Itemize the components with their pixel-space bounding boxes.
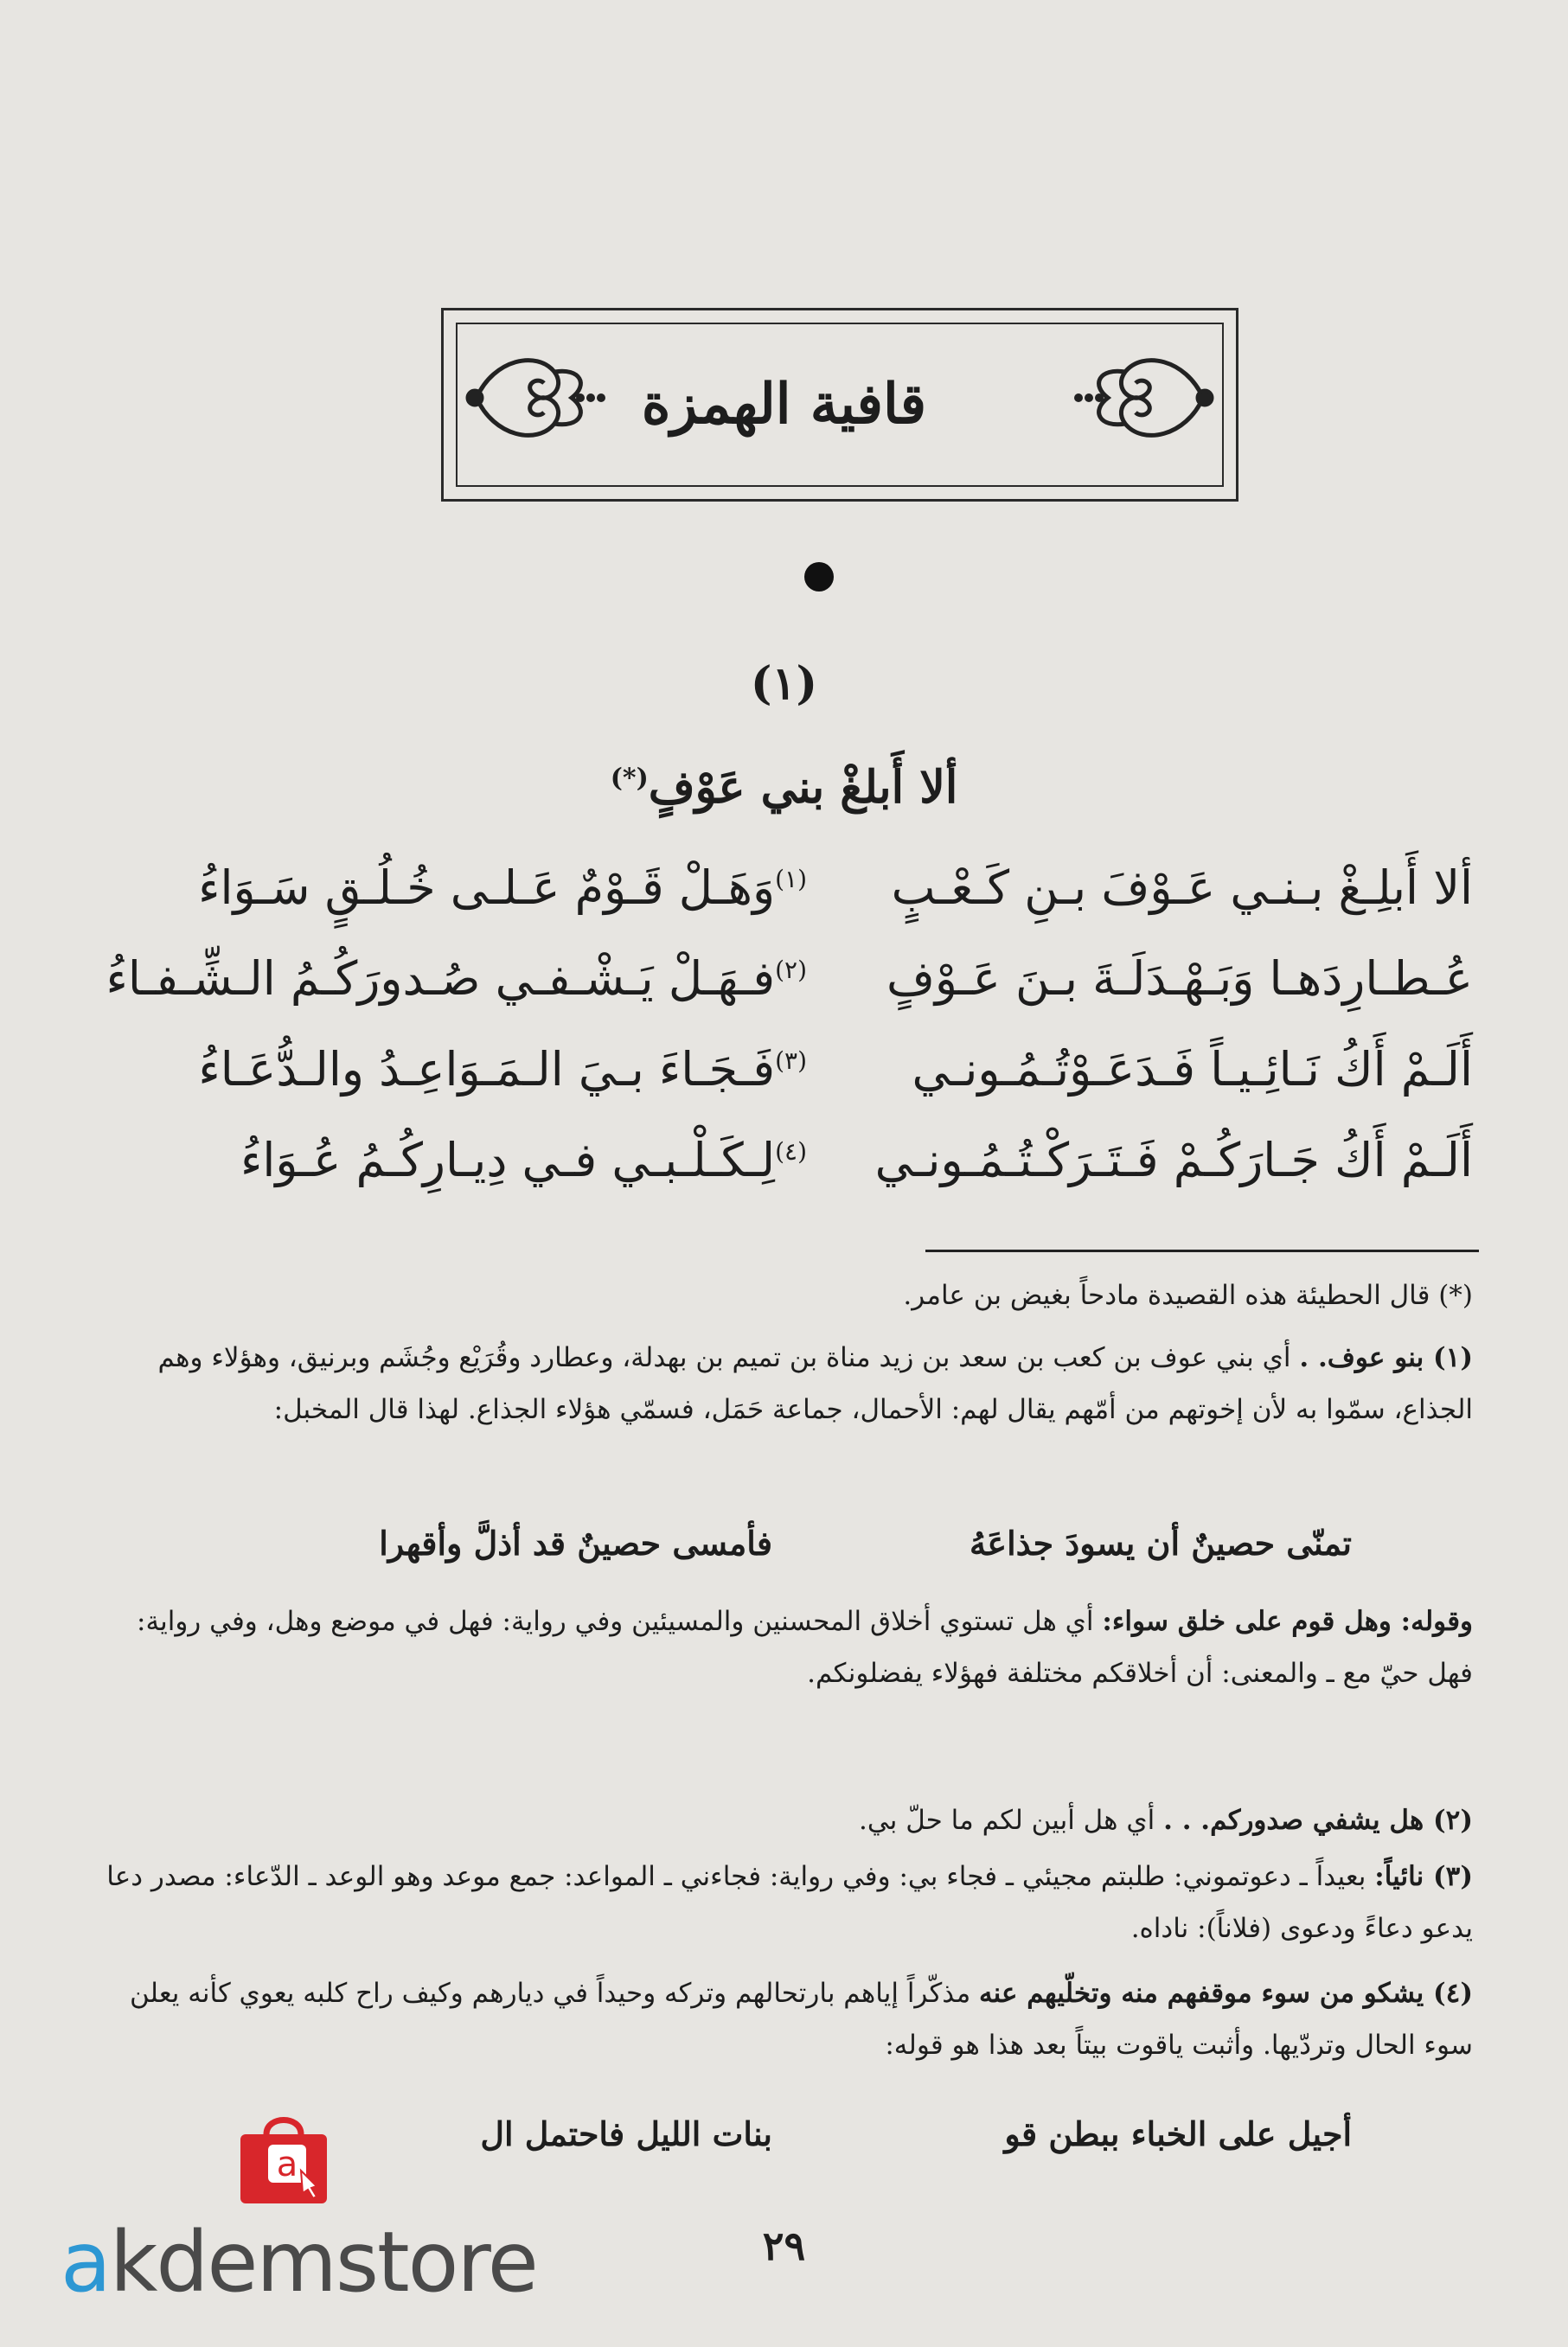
footnote-1b-lead: وقوله: وهل قوم على خلق سواء: [1102,1606,1473,1637]
footnote-2-lead: (٢) هل يشفي صدوركم. . . [1163,1805,1473,1836]
footnote-star: (*) قال الحطيئة هذه القصيدة مادحاً بغيض بن عامر. [903,1280,1473,1311]
chapter-title: قافية الهمزة [641,372,927,437]
verse-3-ref: (٣) [775,1046,807,1075]
footnote-1-quote-second: فأمسى حصينٌ قد أذلَّ وأقهرا [379,1524,772,1563]
footnote-rule [925,1250,1479,1252]
verse-4-first: أَلَـمْ أَكُ جَـارَكُـمْ فَـتَـرَكْـتُـمُـونـي [874,1133,1473,1187]
watermark-brand-a: a [61,2214,110,2311]
verse-3-first: أَلَـمْ أَكُ نَـائِـيـاً فَـدَعَـوْتُـمُـونـي [912,1042,1473,1097]
footnote-3-text: بعيداً ـ دعوتموني: طلبتم مجيئي ـ فجاء بي: وفي رواية: فجاءني ـ المواعد: جمع موعد وهو الوعد ـ الدّعاء: مصدر دعا يدعو دعاءً ودعوى (فلاناً): ناداه. [106,1861,1473,1944]
verse-4-second [167,1133,807,1187]
footnote-4-lead: (٤) يشكو من سوء موقفهم منه وتخلّيهم عنه [979,1978,1473,2009]
poem-title-text: ألا أَبلغْ بني عَوْفٍ [648,761,958,814]
footnote-1b [89,1596,1473,1699]
verse-3-second [167,1042,807,1097]
verse-4-ref: (٤) [775,1137,807,1166]
footnote-1-lead: (١) بنو عوف. . [1299,1342,1473,1373]
verse-2-second-text: فـهَـلْ يَـشْـفـي صُـدورَكُـمُ الـشِّـفـاءُ [106,951,776,1006]
verse-1-first: ألا أَبلِـغْ بـنـي عَـوْفَ بـنِ كَـعْـبٍ [891,860,1473,915]
watermark-brand-rest: kdemstore [109,2214,537,2311]
footnote-4 [89,1967,1473,2071]
page-number: ٢٩ [762,2222,806,2269]
poem-title [0,761,1568,814]
footnote-2-text: أي هل أبين لكم ما حلّ بي. [859,1805,1155,1836]
verse-2-second [106,951,807,1006]
footnote-2 [89,1794,1473,1846]
verse-3-second-text: فَـجَـاءَ بـيَ الـمَـوَاعِـدُ والـدُّعَـاءُ [198,1042,776,1097]
verse-2-ref: (٢) [775,956,807,984]
shopping-bag-logo-icon [234,2110,334,2207]
footnote-4-quote-second: بنات الليل فاحتمل ال [480,2114,772,2153]
verse-1-second-text: وَهَـلْ قَـوْمٌ عَـلـى خُـلُـقٍ سَـوَاءُ [198,860,776,915]
poem-number: (١) [750,657,818,710]
verse-4-second-text: لِـكَـلْـبـي فـي دِيـارِكُـمُ عُـوَاءُ [240,1133,776,1187]
verse-1-ref: (١) [775,865,807,893]
footnote-1-text: أي بني عوف بن كعب بن سعد بن زيد مناة بن تميم بن بهدلة، وعطارد وقُرَيْع وجُشَم وبرنيق، وهؤلاء وهم الجذاع، سمّوا به لأن إخوتهم من أمّهم يقال لهم: الأحمال، جماعة حَمَل، فسمّي هؤلاء الجذاع. لهذا قال المخبل: [157,1342,1473,1425]
watermark-brand [61,2214,537,2311]
verse-2-first: عُـطـارِدَهـا وَبَـهْـدَلَـةَ بـنَ عَـوْفٍ [886,951,1473,1006]
separator-dot [804,562,834,592]
logo-badge-letter: a [276,2145,298,2184]
footnote-3-lead: (٣) نائياً: [1374,1861,1473,1892]
poem-title-marker: (*) [610,763,649,794]
verse-1-second [167,860,807,915]
footnote-1b-text: أي هل تستوي أخلاق المحسنين والمسيئين وفي رواية: فهل في موضع وهل، وفي رواية: فهل حيّ مع ـ والمعنى: أن أخلاقكم مختلفة فهؤلاء يفضلونكم. [137,1606,1473,1689]
footnote-4-text: مذكّراً إياهم بارتحالهم وتركه وحيداً في ديارهم وكيف راح كلبه يعوي كأنه يعلن سوء الحال وتردّيها. وأثبت ياقوت بيتاً بعد هذا هو قوله: [129,1978,1473,2061]
footnote-1 [89,1332,1473,1436]
footnote-3 [89,1851,1473,1954]
footnote-1-quote-first: تمنّى حصينٌ أن يسودَ جذاعَهُ [970,1524,1352,1563]
footnote-4-quote-first: أجيل على الخباء ببطن قو [1004,2114,1352,2153]
